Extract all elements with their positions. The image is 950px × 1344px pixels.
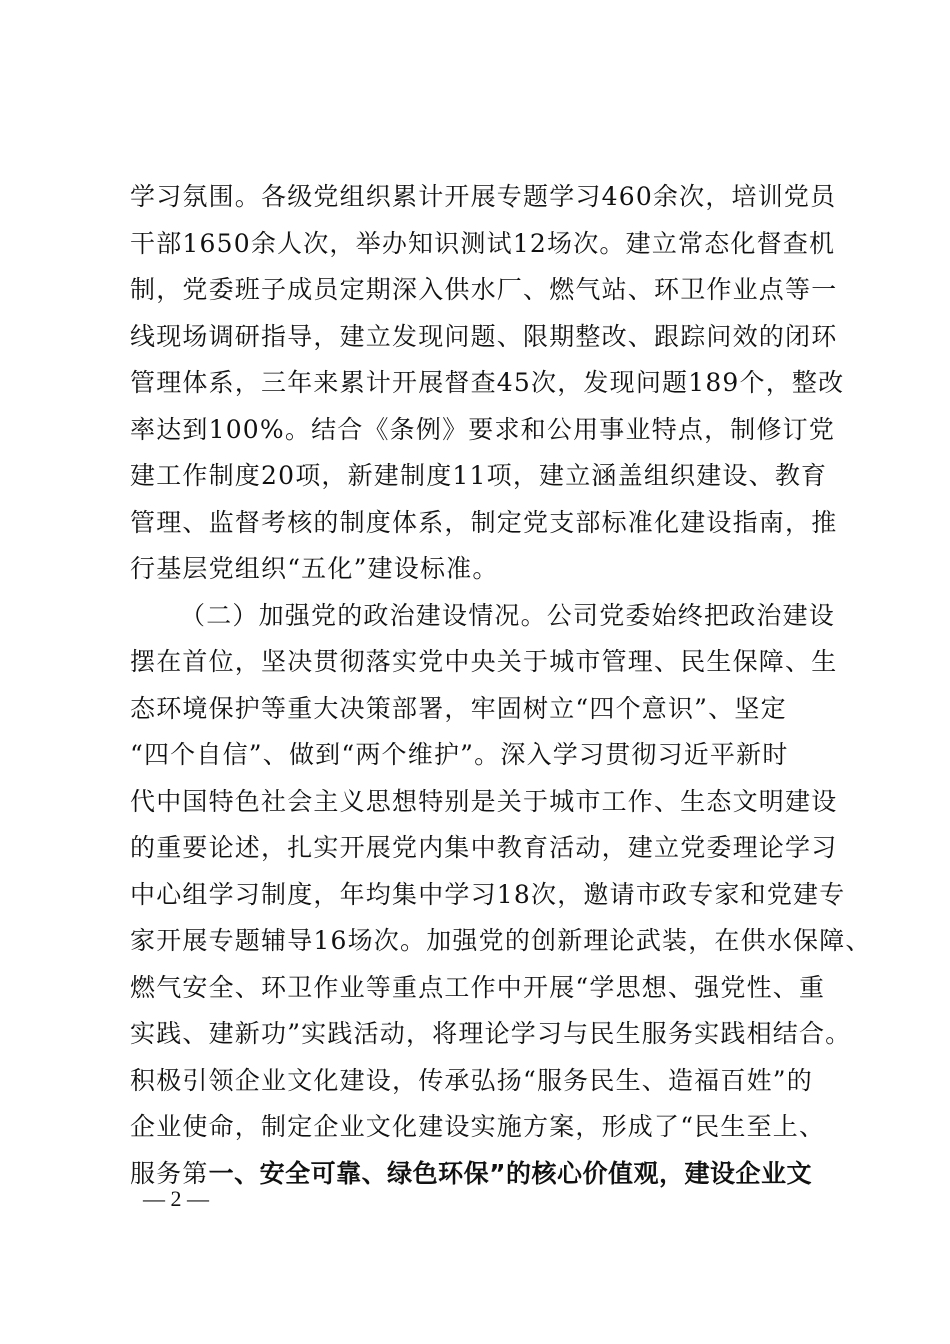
body-line-16: 中心组学习制度，年均集中学习18次，邀请市政专家和党建专 <box>130 879 846 909</box>
body-line-15: 的重要论述，扎实开展党内集中教育活动，建立党委理论学习 <box>130 833 838 862</box>
body-line-11: 摆在首位，坚决贯彻落实党中央关于城市管理、民生保障、生 <box>130 647 838 676</box>
document-body <box>130 174 872 1197</box>
body-line-18: 燃气安全、环卫作业等重点工作中开展“学思想、强党性、重 <box>130 972 826 1002</box>
page-number: — 2 — <box>143 1186 209 1211</box>
body-line-7: 建工作制度20项，新建制度11项，建立涵盖组织建设、教育 <box>130 461 828 490</box>
body-line-8: 管理、监督考核的制度体系，制定党支部标准化建设指南，推 <box>130 507 838 537</box>
body-line-17: 家开展专题辅导16场次。加强党的创新理论武装，在供水保障、 <box>130 926 872 955</box>
body-line-9: 行基层党组织“五化”建设标准。 <box>130 554 499 583</box>
body-line-12: 态环境保护等重大决策部署，牢固树立“四个意识”、坚定 <box>130 693 787 723</box>
body-line-1: 学习氛围。各级党组织累计开展专题学习460余次，培训党员 <box>130 182 837 211</box>
body-line-20: 积极引领企业文化建设，传承弘扬“服务民生、造福百姓”的 <box>130 1065 813 1095</box>
body-line-19: 实践、建新功”实践活动，将理论学习与民生服务实践相结合。 <box>130 1019 852 1048</box>
body-line-22 <box>130 1151 830 1198</box>
body-line-21: 企业使命，制定企业文化建设实施方案，形成了“民生至上、 <box>130 1112 826 1141</box>
body-line-6: 率达到100%。结合《条例》要求和公用事业特点，制修订党 <box>130 414 836 444</box>
body-line-5: 管理体系，三年来累计开展督查45次，发现问题189个，整改 <box>130 368 845 397</box>
body-line-13: “四个自信”、做到“两个维护”。深入学习贯彻习近平新时 <box>130 740 789 769</box>
body-line-2: 干部1650余人次，举办知识测试12场次。建立常态化督查机 <box>130 228 836 258</box>
last-line-bold: 一、安全可靠、绿色环保”的核心价值观，建设企业文 <box>208 1158 813 1188</box>
body-line-3: 制，党委班子成员定期深入供水厂、燃气站、环卫作业点等一 <box>130 275 838 304</box>
last-line-start: 服务第 <box>130 1158 209 1188</box>
body-line-14: 代中国特色社会主义思想特别是关于城市工作、生态文明建设 <box>130 786 838 816</box>
body-line-4: 线现场调研指导，建立发现问题、限期整改、跟踪问效的闭环 <box>130 321 838 351</box>
section-heading-line: （二）加强党的政治建设情况。公司党委始终把政治建设 <box>180 600 836 630</box>
